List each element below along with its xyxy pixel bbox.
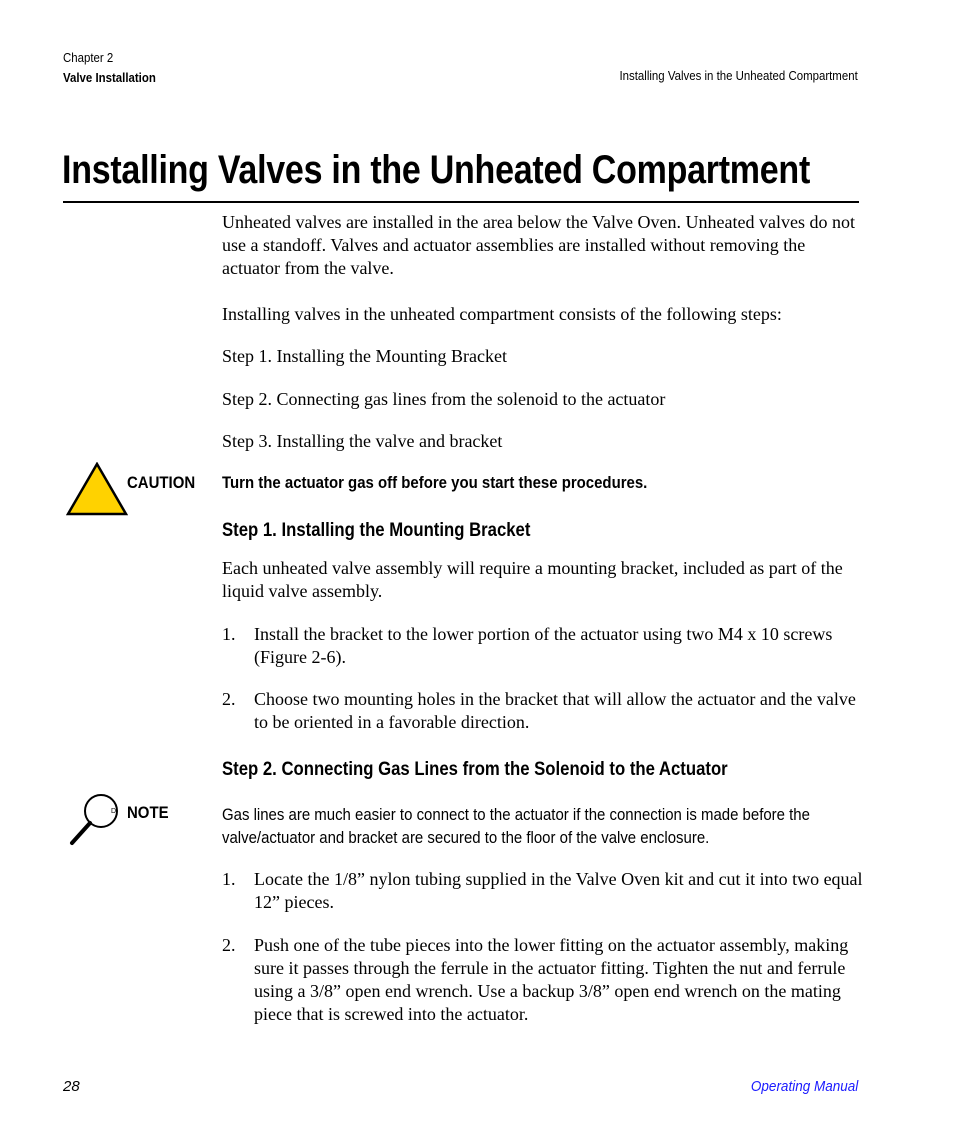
step-list-item: Step 1. Installing the Mounting Bracket xyxy=(222,346,507,366)
caution-label: CAUTION xyxy=(127,473,196,492)
step-list-item: Step 3. Installing the valve and bracket xyxy=(222,431,503,451)
list-number: 2. xyxy=(222,689,236,709)
list-item: Choose two mounting holes in the bracket that will allow the actuator and the valve to be oriented in a favorable direction. xyxy=(254,689,856,732)
title-rule xyxy=(63,201,859,203)
step1-paragraph: Each unheated valve assembly will require a mounting bracket, included as part of the liquid valve assembly. xyxy=(222,558,843,601)
chapter-title: Valve Installation xyxy=(63,70,156,85)
list-number: 2. xyxy=(222,935,236,955)
list-item: Push one of the tube pieces into the lower fitting on the actuator assembly, making sure it passes through the ferrule in the actuator fitting. Tighten the nut and ferrule using a 3/8” open end wrench. Use a backup 3/8” open end wrench on the mating piece that is screwed into the actuator. xyxy=(254,935,849,1024)
chapter-number: Chapter 2 xyxy=(63,50,114,65)
list-item: Locate the 1/8” nylon tubing supplied in the Valve Oven kit and cut it into two equal 12” pieces. xyxy=(254,869,863,912)
page-number: 28 xyxy=(63,1078,80,1095)
manual-title: Operating Manual xyxy=(750,1078,858,1095)
running-header-right: Installing Valves in the Unheated Compartment xyxy=(619,68,858,83)
magnifier-icon xyxy=(68,792,122,846)
warning-triangle-icon xyxy=(66,462,128,516)
running-header-left xyxy=(63,48,156,88)
caution-text: Turn the actuator gas off before you start these procedures. xyxy=(222,473,648,492)
note-text: Gas lines are much easier to connect to the actuator if the connection is made before the valve/actuator and bracket are secured to the floor of the valve enclosure. xyxy=(222,805,810,847)
list-number: 1. xyxy=(222,624,236,644)
steps-intro: Installing valves in the unheated compartment consists of the following steps: xyxy=(222,304,782,324)
note-label: NOTE xyxy=(127,803,169,822)
step2-heading: Step 2. Connecting Gas Lines from the Solenoid to the Actuator xyxy=(222,759,728,780)
list-number: 1. xyxy=(222,869,236,889)
list-item: Install the bracket to the lower portion of the actuator using two M4 x 10 screws (Figure 2-6). xyxy=(254,624,833,667)
page-title: Installing Valves in the Unheated Compartment xyxy=(62,148,811,192)
svg-text:D: D xyxy=(111,808,117,815)
step-list-item: Step 2. Connecting gas lines from the solenoid to the actuator xyxy=(222,389,666,409)
step1-heading: Step 1. Installing the Mounting Bracket xyxy=(222,520,531,541)
intro-paragraph: Unheated valves are installed in the area below the Valve Oven. Unheated valves do not use a standoff. Valves and actuator assemblies are installed without removing the actuator from the valve. xyxy=(222,212,855,278)
